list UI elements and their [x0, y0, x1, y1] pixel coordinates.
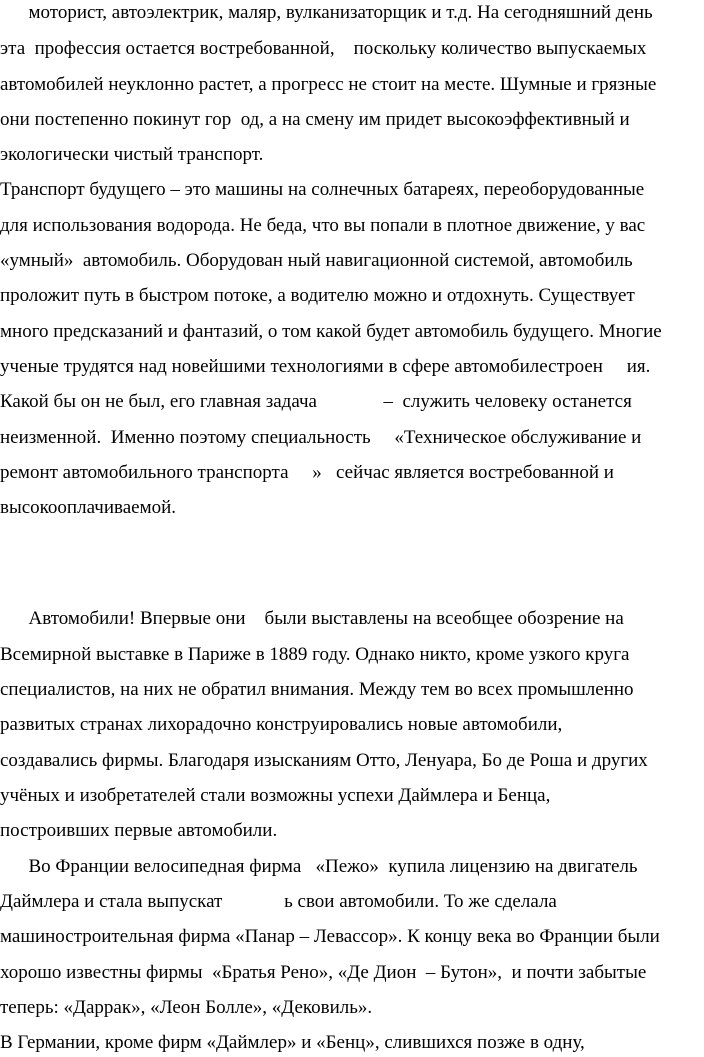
text-line: машиностроительная фирма «Панар – Левассор». К концу века во Франции были: [0, 926, 660, 947]
text-line: Во Франции велосипедная фирма «Пежо» купила лицензию на двигатель: [0, 856, 638, 877]
text-line: неизменной. Именно поэтому специальность «Техническое обслуживание и: [0, 427, 642, 448]
text-line: Всемирной выставке в Париже в 1889 году. Однако никто, кроме узкого круга: [0, 644, 630, 665]
text-line: хорошо известны фирмы «Братья Рено», «Де Дион – Бутон», и почти забытые: [0, 962, 647, 983]
text-line: учёных и изобретателей стали возможны успехи Даймлера и Бенца,: [0, 785, 551, 806]
text-line: моторист, автоэлектрик, маляр, вулканизаторщик и т.д. На сегодняшний день: [0, 2, 653, 23]
text-line: эта профессия остается востребованной, поскольку количество выпускаемых: [0, 38, 647, 59]
text-line: Даймлера и стала выпускат ь свои автомобили. То же сделала: [0, 891, 557, 912]
text-line: много предсказаний и фантазий, о том какой будет автомобиль будущего. Многие: [0, 321, 662, 342]
text-line: создавались фирмы. Благодаря изысканиям Отто, Ленуара, Бо де Роша и других: [0, 750, 648, 771]
text-line: специалистов, на них не обратил внимания. Между тем во всех промышленно: [0, 679, 634, 700]
text-line: Какой бы он не был, его главная задача – служить человеку останется: [0, 391, 632, 412]
text-line: развитых странах лихорадочно конструировались новые автомобили,: [0, 714, 563, 735]
text-line: Автомобили! Впервые они были выставлены на всеобщее обозрение на: [0, 608, 624, 629]
text-line: автомобилей неуклонно растет, а прогресс не стоит на месте. Шумные и грязные: [0, 74, 657, 95]
text-line: они постепенно покинут гор од, а на смену им придет высокоэффективный и: [0, 109, 630, 130]
text-line: В Германии, кроме фирм «Даймлер» и «Бенц», слившихся позже в одну,: [0, 1032, 585, 1053]
text-line: экологически чистый транспорт.: [0, 144, 264, 165]
text-line: ремонт автомобильного транспорта » сейчас является востребованной и: [0, 462, 614, 483]
text-line: для использования водорода. Не беда, что вы попали в плотное движение, у вас: [0, 215, 646, 236]
text-line: теперь: «Даррак», «Леон Болле», «Дековиль».: [0, 997, 373, 1018]
text-line: высокооплачиваемой.: [0, 497, 177, 518]
text-line: ученые трудятся над новейшими технологиями в сфере автомобилестроен ия.: [0, 356, 651, 377]
text-line: построивших первые автомобили.: [0, 820, 278, 841]
text-line: «умный» автомобиль. Оборудован ный навигационной системой, автомобиль: [0, 250, 633, 271]
text-line: проложит путь в быстром потоке, а водителю можно и отдохнуть. Существует: [0, 285, 635, 306]
text-line: Транспорт будущего – это машины на солнечных батареях, переоборудованные: [0, 179, 645, 200]
